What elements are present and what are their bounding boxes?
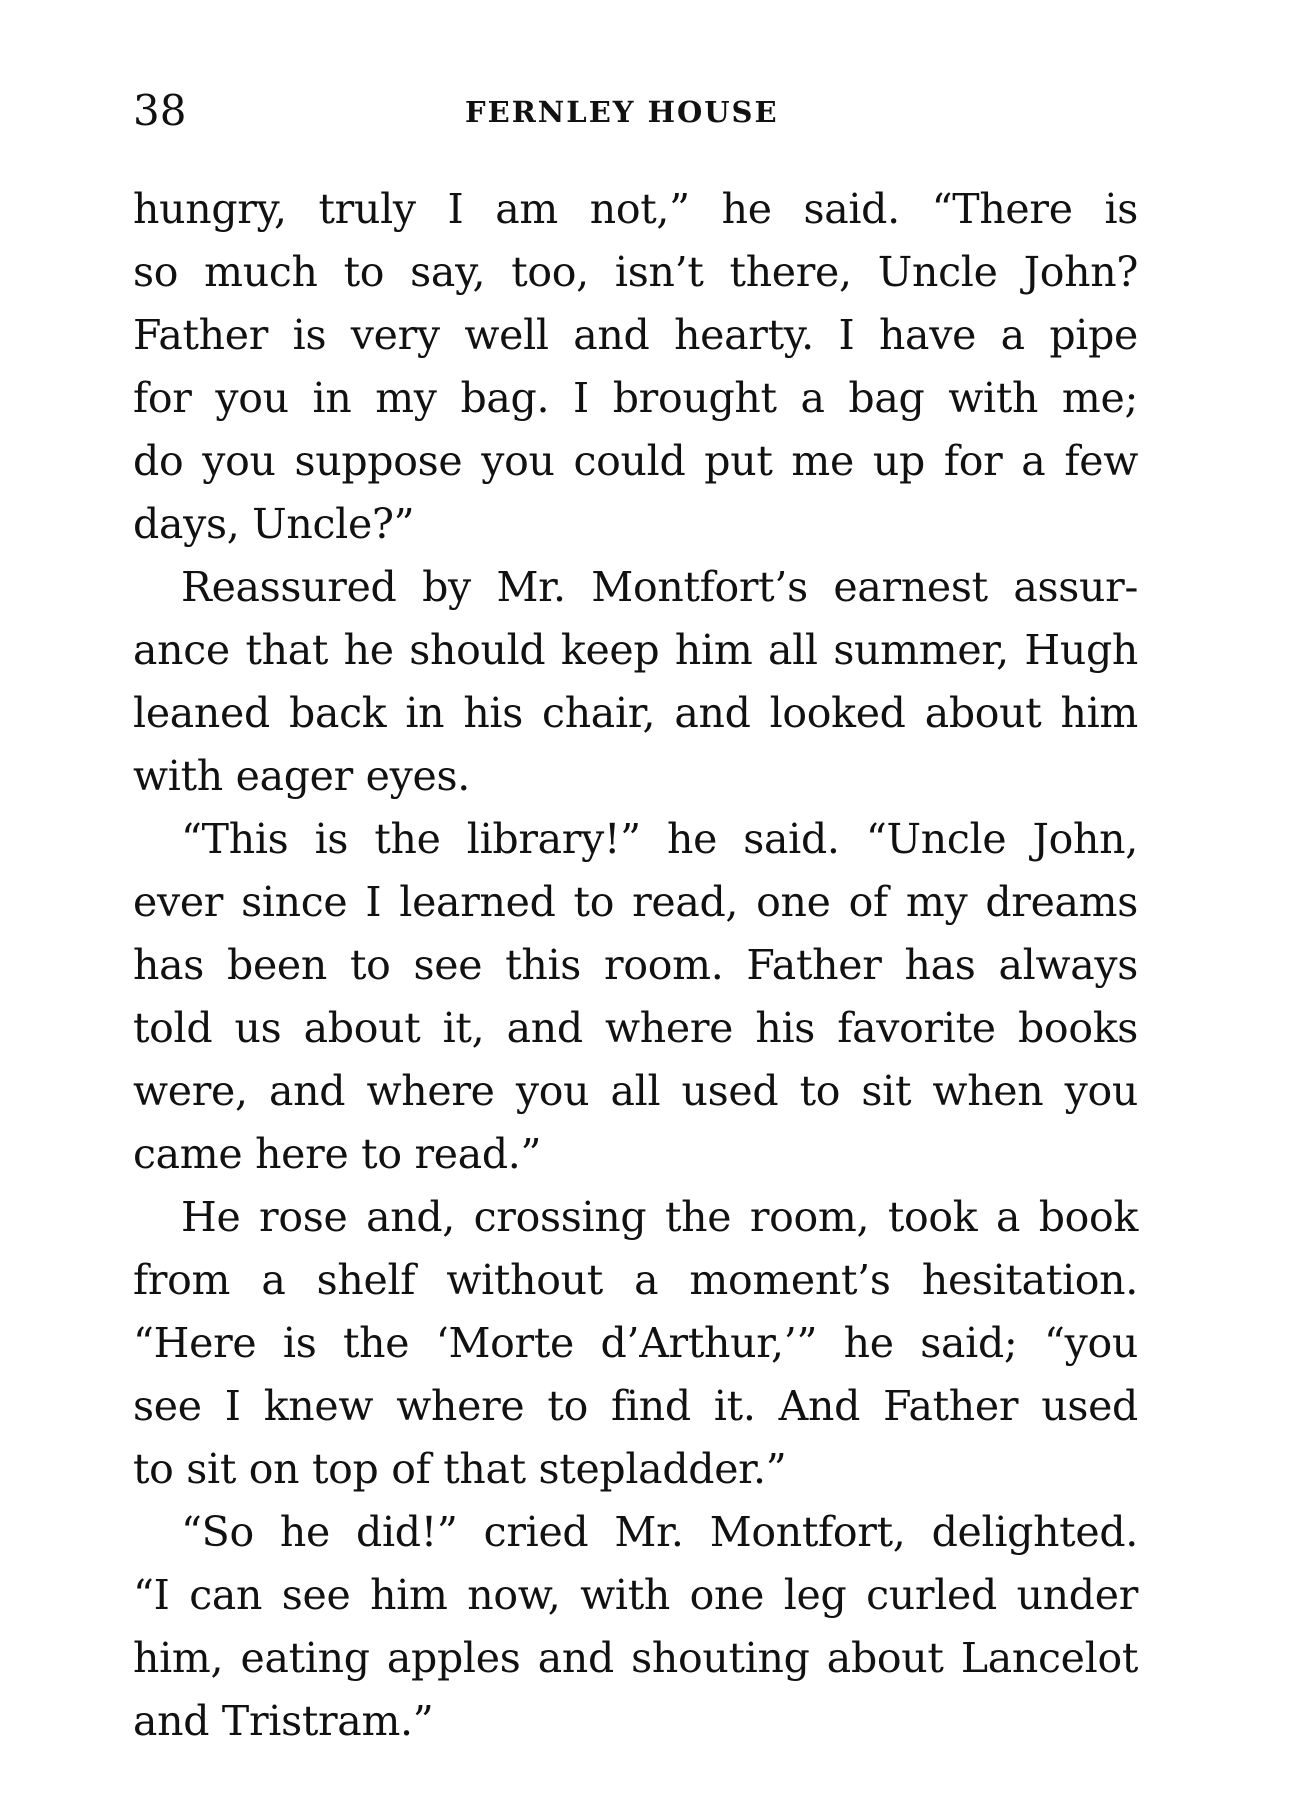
text-line: see I knew where to find it. And Father used [133,1382,1138,1430]
text-line: “Here is the ‘Morte d’Arthur,’” he said; “you [133,1319,1138,1367]
text-line: days, Uncle?” [133,500,415,548]
text-line: Reassured by Mr. Montfort’s earnest assur- [181,563,1138,611]
text-line: to sit on top of that stepladder.” [133,1445,787,1493]
text-line: came here to read.” [133,1130,542,1178]
text-line: “I can see him now, with one leg curled under [133,1571,1138,1619]
paragraph [133,1186,1138,1501]
text-line: do you suppose you could put me up for a few [133,437,1138,485]
text-line: ever since I learned to read, one of my dreams [133,878,1138,926]
text-line: has been to see this room. Father has always [133,941,1138,989]
text-line: “So he did!” cried Mr. Montfort, delighted. [181,1508,1138,1556]
text-line: “This is the library!” he said. “Uncle John, [181,815,1138,863]
text-line: told us about it, and where his favorite books [133,1004,1138,1052]
page-number: 38 [133,86,187,135]
text-line: with eager eyes. [133,752,470,800]
text-line: Father is very well and hearty. I have a pipe [133,311,1138,359]
text-line: hungry, truly I am not,” he said. “There is [133,185,1138,233]
paragraph [133,808,1138,1186]
paragraph [133,556,1138,808]
running-head [133,86,1133,136]
text-line: ance that he should keep him all summer, Hugh [133,626,1138,674]
paragraph [133,178,1138,556]
text-line: him, eating apples and shouting about Lancelot [133,1634,1138,1682]
paragraph [133,1501,1138,1753]
text-line: were, and where you all used to sit when you [133,1067,1138,1115]
text-line: leaned back in his chair, and looked about him [133,689,1138,737]
text-line: for you in my bag. I brought a bag with me; [133,374,1138,422]
text-line: He rose and, crossing the room, took a book [181,1193,1138,1241]
text-line: so much to say, too, isn’t there, Uncle John? [133,248,1138,296]
running-title: FERNLEY HOUSE [465,95,779,129]
text-line: from a shelf without a moment’s hesitation. [133,1256,1138,1304]
text-line: and Tristram.” [133,1697,434,1745]
body-text [133,178,1138,1753]
